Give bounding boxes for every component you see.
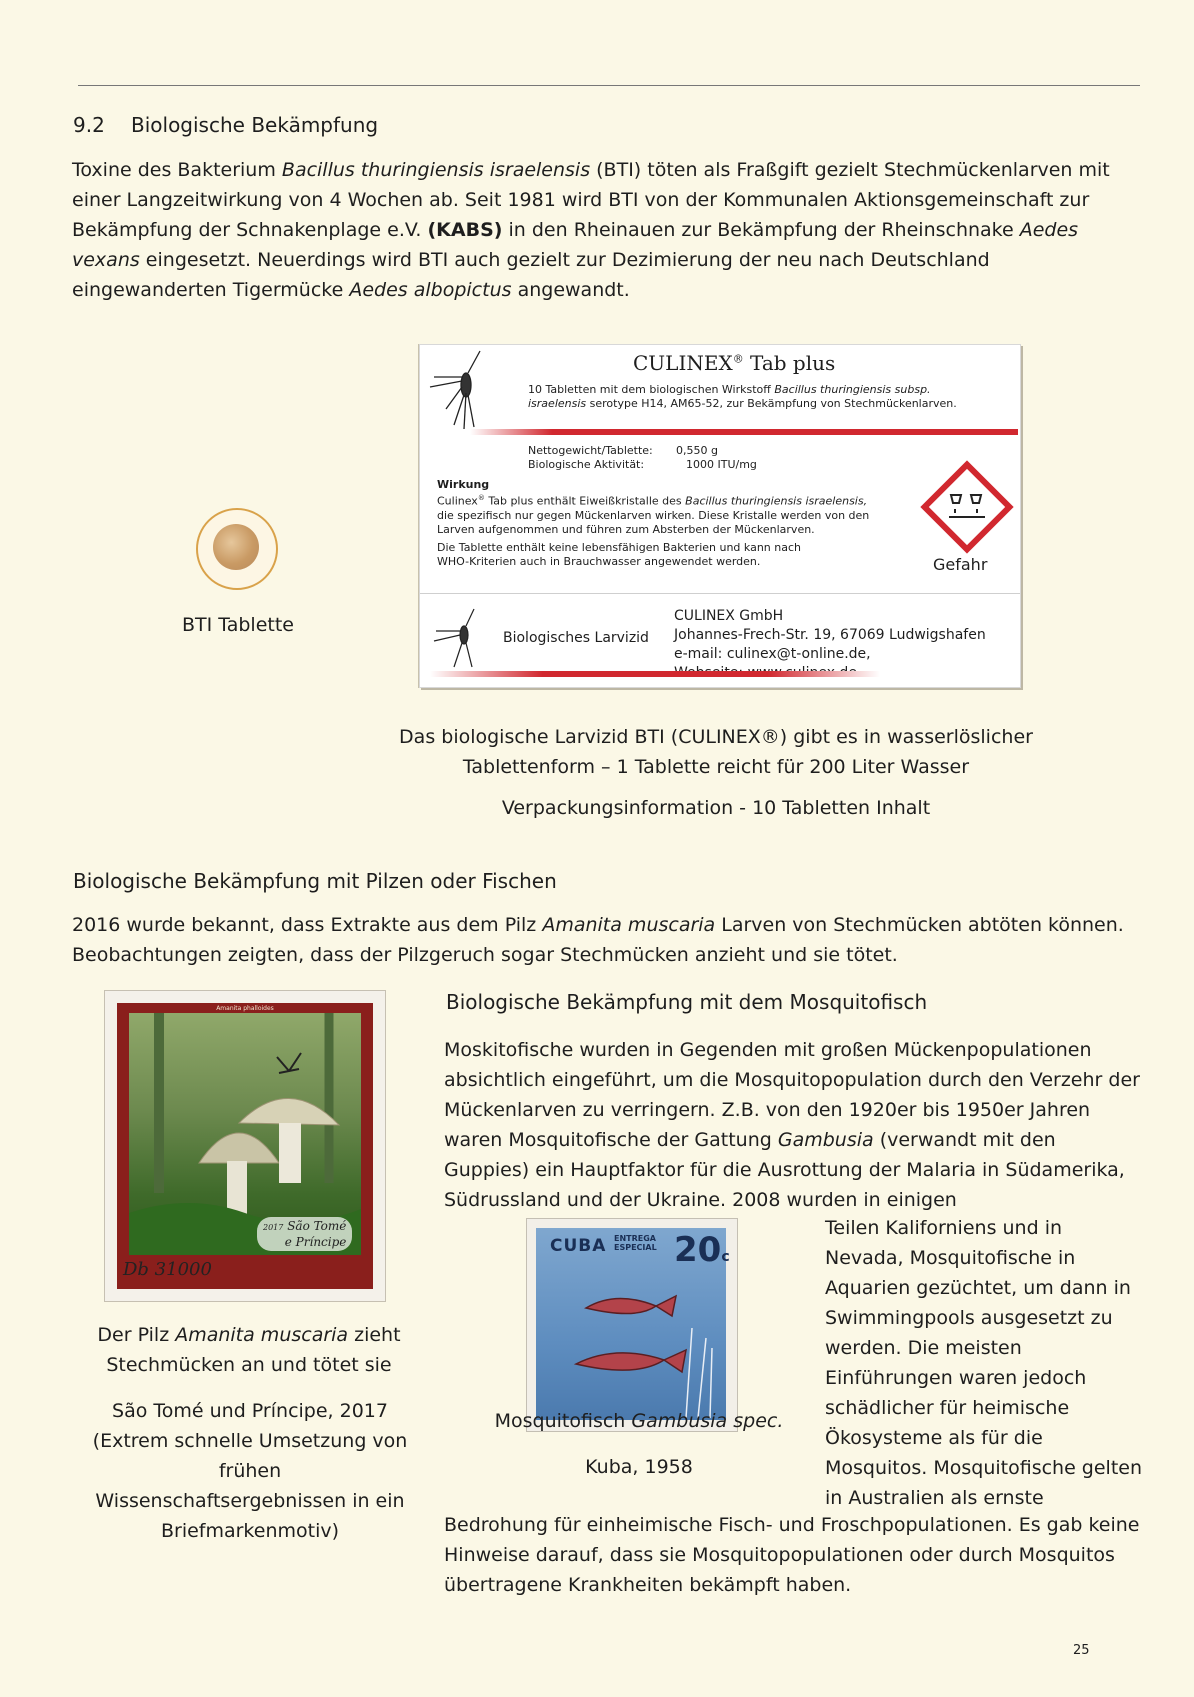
header-rule bbox=[78, 85, 1140, 86]
pkg-hazard-label: Gefahr bbox=[933, 555, 988, 574]
fungi-heading: Biologische Bekämpfung mit Pilzen oder Fischen bbox=[73, 869, 557, 893]
stamp-species-label: Amanita phalloides bbox=[216, 1005, 274, 1012]
stamp-sao-tome bbox=[104, 990, 386, 1302]
pkg-description: 10 Tabletten mit dem biologischen Wirkstoff Bacillus thuringiensis subsp. israelensis serotype H14, AM65-52, zur Bekämpfung von Stechmückenlarven. bbox=[528, 383, 957, 410]
stamp-cuba-caption: Mosquitofisch Gambusia spec. bbox=[494, 1410, 784, 1432]
intro-paragraph bbox=[72, 155, 1142, 305]
fish-paragraph-side: Teilen Kaliforniens und in Nevada, Mosquitofische in Aquarien gezüchtet, um dann in Swimmingpools ausgesetzt zu werden. Die meisten Einführungen waren jedoch schädlicher für heimische Ökosysteme als für die Mosquitos. Mosquitofische gelten in Australien als ernste bbox=[825, 1217, 1143, 1509]
intro-text-2: (BTI) töten als Fraßgift gezielt Stechmückenlarven mit einer Langzeitwirkung von 4 Wochen ab. Seit 1981 wird BTI von der Kommunalen Aktionsgemeinschaft zur Bekämpfung der Schnakenplage e.V. bbox=[72, 159, 1110, 241]
stamp-frame bbox=[117, 1003, 373, 1289]
mosquito-icon-small bbox=[432, 607, 484, 671]
fish-paragraph: Moskitofische wurden in Gegenden mit großen Mückenpopulationen absichtlich eingeführt, um die Mosquitopopulation durch den Verzehr der Mückenlarven zu verringern. Z.B. von den 1920er bis 1950er Jahren waren Mosquitofische der Gattung Gambusia (verwandt mit den Guppies) ein Hauptfaktor für die Ausrottung der Malaria in Südamerika, Südrussland und der Ukraine. 2008 wurden in einigen bbox=[444, 1039, 1140, 1211]
intro-text-3: in den Rheinauen zur Bekämpfung der Rheinschnake bbox=[502, 219, 1020, 241]
fish-paragraph-end: Bedrohung für einheimische Fisch- und Froschpopulationen. Es gab keine Hinweise darauf, dass sie Mosquitopopulationen oder durch Mosquitos übertragene Krankheiten bekämpft haben. bbox=[444, 1514, 1140, 1596]
culinex-package-image bbox=[419, 344, 1021, 688]
package-caption-2: Verpackungsinformation - 10 Tabletten Inhalt bbox=[501, 797, 931, 819]
pkg-fold-line bbox=[420, 593, 1020, 594]
intro-species-vexans: Aedes vexans bbox=[72, 219, 1079, 271]
stamp-country-mark: 2017 São Tomé e Príncipe bbox=[257, 1217, 352, 1251]
stamp-country: CUBA bbox=[550, 1236, 607, 1256]
package-caption: Das biologische Larvizid BTI (CULINEX®) gibt es in wasserlöslicher Tablettenform – 1 Tablette reicht für 200 Liter Wasser bbox=[399, 726, 1033, 778]
stamp-sao-tome-caption: Der Pilz Amanita muscaria zieht Stechmücken an und tötet sie bbox=[97, 1324, 401, 1376]
section-heading bbox=[73, 113, 378, 137]
stamp-sao-tome-caption-2: São Tomé und Príncipe, 2017 (Extrem schnelle Umsetzung von frühen Wissenschaftsergebnissen in ein Briefmarkenmotiv) bbox=[92, 1400, 408, 1542]
intro-species-bti: Bacillus thuringiensis israelensis bbox=[281, 159, 591, 181]
tablet-core bbox=[213, 524, 259, 570]
pkg-wirkung-text: Culinex® Tab plus enthält Eiweißkristalle des Bacillus thuringiensis israelensis, die spezifisch nur gegen Mückenlarven wirken. Diese Kristalle werden von den Larven aufgenommen und führen zum Absterben der Mückenlarven. Die Tablette enthält keine lebensfähigen Bakterien und kann nach WHO-Kriterien auch in Brauchwasser angewendet werden. bbox=[437, 494, 870, 568]
stamp-cuba-caption-2: Kuba, 1958 bbox=[585, 1456, 693, 1478]
pkg-wirkung-title: Wirkung bbox=[437, 478, 490, 491]
stamp-value: Db 31000 bbox=[123, 1259, 212, 1280]
pkg-larvizid-label: Biologisches Larvizid bbox=[503, 630, 649, 646]
intro-text-5: angewandt. bbox=[511, 279, 630, 301]
stamp-cuba bbox=[526, 1218, 738, 1432]
pkg-product-title: CULINEX® Tab plus bbox=[633, 351, 836, 375]
fish-heading: Biologische Bekämpfung mit dem Mosquitofisch bbox=[446, 990, 928, 1014]
intro-kabs: (KABS) bbox=[427, 219, 503, 241]
fish-icon bbox=[536, 1268, 726, 1418]
stamp-entrega-label: ENTREGA ESPECIAL bbox=[614, 1234, 657, 1252]
section-number: 9.2 bbox=[73, 113, 105, 137]
intro-text-1: Toxine des Bakterium bbox=[72, 159, 282, 181]
stamp-fish-art bbox=[536, 1228, 730, 1420]
stamp-cuba-value: 20c bbox=[674, 1230, 730, 1270]
pkg-specs: Nettogewicht/Tablette: 0,550 g Biologische Aktivität: 1000 ITU/mg bbox=[528, 444, 757, 471]
pkg-red-bar bbox=[470, 429, 1018, 435]
fungi-paragraph: 2016 wurde bekannt, dass Extrakte aus dem Pilz Amanita muscaria Larven von Stechmücken abtöten können. Beobachtungen zeigten, dass der Pilzgeruch sogar Stechmücken anzieht und sie tötet. bbox=[72, 914, 1124, 966]
corrosive-hazard-icon bbox=[915, 455, 1019, 559]
page-number: 25 bbox=[1073, 1643, 1090, 1658]
intro-text-4: eingesetzt. Neuerdings wird BTI auch gezielt zur Dezimierung der neu nach Deutschland eingewanderten Tigermücke bbox=[72, 249, 990, 301]
pkg-address: CULINEX GmbH Johannes-Frech-Str. 19, 67069 Ludwigshafen e-mail: culinex@t-online.de, bbox=[674, 608, 986, 662]
tablet-caption: BTI Tablette bbox=[181, 614, 294, 636]
mosquito-icon bbox=[428, 347, 492, 433]
intro-species-albopictus: Aedes albopictus bbox=[349, 279, 512, 301]
pkg-red-bar-bottom bbox=[430, 671, 880, 677]
section-title: Biologische Bekämpfung bbox=[131, 113, 379, 137]
